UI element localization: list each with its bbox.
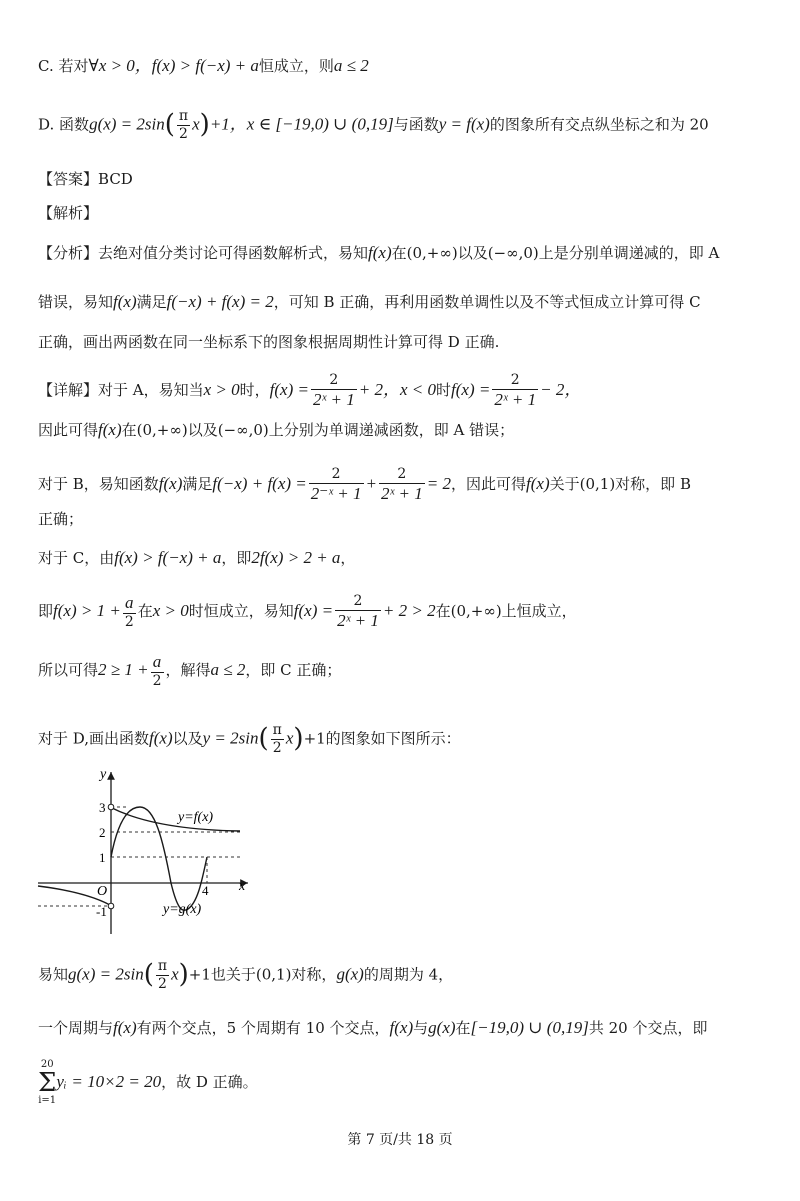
open-point-m1	[108, 903, 114, 909]
tick-label-1: 1	[99, 850, 106, 865]
f-curve-right	[112, 808, 240, 831]
detail-b-line-1: 对于 B，易知函数f(x)满足f(−x) + f(x) = $\frac{2}{\text{2⁻ˣ + 1}}$ + $\frac{2}{\text{2ˣ + 1}}$ = 2，因此可得f(x)关于(0,1)对称，即 B	[38, 466, 691, 503]
pi-over-2: $\frac{\pi}{2}$	[178, 108, 189, 142]
summation: 20 Σ i=1	[38, 1059, 57, 1106]
detail-c-line-2: 即f(x) > 1 + $\frac{a}{2}$ 在x > 0时恒成立，易知f(x) = $\frac{2}{\text{2ˣ + 1}}$ + 2 > 2在(0,+∞)上恒成立，	[38, 593, 577, 631]
g-label: y=g(x)	[163, 902, 202, 917]
option-c: C. 若对∀x > 0，f(x) > f(−x) + a恒成立，则a ≤ 2	[38, 56, 369, 75]
detail-a-line-2: 因此可得f(x)在(0,+∞)以及(−∞,0)上分别为单调递减函数，即 A 错误；	[38, 420, 515, 439]
detail-c-line-1: 对于 C，由f(x) > f(−x) + a，即2f(x) > 2 + a，	[38, 548, 356, 567]
detail-d-line-1: 对于 D,画出函数f(x)以及y = 2sin( $\frac{\pi}{2}$ x)+1的图象如下图所示：	[38, 722, 461, 756]
detail-d-line-2: 易知g(x) = 2sin( $\frac{\pi}{2}$ x)+1也关于(0,1)对称，g(x)的周期为 4，	[38, 958, 454, 992]
detail-b-line-2: 正确；	[38, 510, 84, 528]
function-graph	[30, 762, 260, 937]
f-label: y=f(x)	[178, 810, 214, 825]
option-d: D. 函数g(x) = 2sin( $\frac{\pi}{2}$ x)+1，x ∈ [−19,0) ∪ (0,19]与函数y = f(x)的图象所有交点纵坐标之和为 20	[38, 108, 709, 142]
detail-a-line-1: 【详解】对于 A，易知当x > 0时，f(x) = $\frac{2}{\text{2ˣ + 1}}$ + 2，x < 0时f(x) = $\frac{2}{\text{2ˣ + 1}}$ − 2，	[38, 372, 582, 409]
tick-label-3: 3	[99, 800, 106, 815]
tick-label-m1: -1	[96, 904, 107, 919]
origin-label: O	[97, 884, 108, 899]
answer-line: 【答案】BCD	[38, 170, 133, 188]
page-footer: 第 7 页/共 18 页	[347, 1132, 453, 1148]
analysis-line-2: 错误，易知f(x)满足f(−x) + f(x) = 2，可知 B 正确，再利用函数单调性以及不等式恒成立计算可得 C	[38, 292, 701, 311]
jiexi-heading: 【解析】	[38, 204, 99, 222]
analysis-line-1: 【分析】去绝对值分类讨论可得函数解析式，易知f(x)在(0,+∞)以及(−∞,0)上是分别单调递减的，即 A	[38, 243, 720, 262]
analysis-line-3: 正确，画出两函数在同一坐标系下的图象根据周期性计算可得 D 正确.	[38, 333, 500, 351]
x-axis-label: x	[239, 879, 246, 894]
tick-label-4: 4	[202, 883, 209, 898]
y-axis-label: y	[100, 767, 107, 782]
detail-c-line-3: 所以可得2 ≥ 1 + $\frac{a}{2}$ ，解得a ≤ 2，即 C 正确；	[38, 652, 342, 690]
detail-d-line-3: 一个周期与f(x)有两个交点，5 个周期有 10 个交点，f(x)与g(x)在[−19,0) ∪ (0,19]共 20 个交点，即	[38, 1018, 708, 1037]
detail-d-line-4: 20 Σ i=1yᵢ = 10×2 = 20，故 D 正确。	[38, 1059, 258, 1106]
open-point-3	[108, 804, 114, 810]
tick-label-2: 2	[99, 825, 106, 840]
